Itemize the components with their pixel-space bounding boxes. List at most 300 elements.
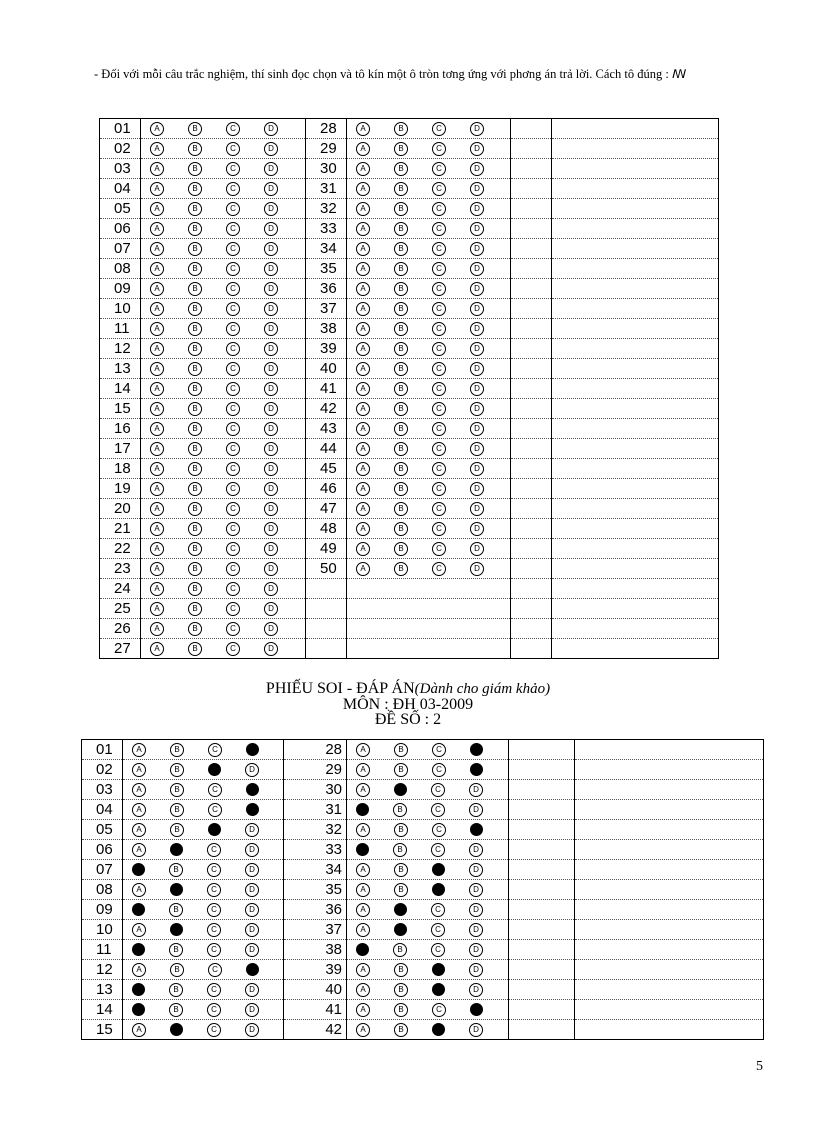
filled-bubble-c [432, 883, 445, 896]
question-number: 33 [284, 840, 347, 860]
empty-cell [509, 760, 575, 780]
bubble-d: D [264, 622, 278, 636]
bubble-d: D [470, 142, 484, 156]
bubble-b: B [394, 1003, 408, 1017]
empty-cell [306, 639, 347, 659]
bubble-c: C [226, 542, 240, 556]
empty-cell [509, 860, 575, 880]
bubble-d: D [245, 763, 259, 777]
bubble-b: B [188, 602, 202, 616]
filled-bubble-d [246, 783, 259, 796]
bubble-b: B [394, 562, 408, 576]
bubble-b: B [169, 1003, 183, 1017]
bubble-b: B [188, 542, 202, 556]
bubble-b: B [394, 1023, 408, 1037]
table-row [100, 259, 719, 279]
bubble-b: B [188, 522, 202, 536]
bubble-d: D [245, 983, 259, 997]
empty-cell [511, 199, 552, 219]
bubble-b: B [394, 823, 408, 837]
question-number: 06 [100, 219, 141, 239]
question-number: 33 [306, 219, 347, 239]
filled-bubble-b [170, 923, 183, 936]
bubble-c: C [432, 462, 446, 476]
empty-cell [511, 519, 552, 539]
bubble-b: B [188, 402, 202, 416]
question-number: 45 [306, 459, 347, 479]
bubble-d: D [264, 182, 278, 196]
bubble-b: B [169, 983, 183, 997]
bubble-d: D [470, 182, 484, 196]
filled-bubble-a [356, 803, 369, 816]
question-number: 26 [100, 619, 141, 639]
question-number: 18 [100, 459, 141, 479]
table-row [82, 900, 764, 920]
filled-bubble-a [356, 943, 369, 956]
bubble-d: D [470, 442, 484, 456]
empty-cell [552, 439, 719, 459]
question-number: 08 [100, 259, 141, 279]
question-number: 47 [306, 499, 347, 519]
bubble-a: A [150, 222, 164, 236]
empty-cell [552, 479, 719, 499]
question-number: 37 [306, 299, 347, 319]
question-number: 36 [284, 900, 347, 920]
empty-cell [511, 599, 552, 619]
bubble-b: B [394, 302, 408, 316]
bubble-a: A [150, 182, 164, 196]
bubble-c: C [226, 622, 240, 636]
bubble-d: D [470, 342, 484, 356]
filled-bubble-d [470, 823, 483, 836]
table-row [100, 239, 719, 259]
question-number: 05 [82, 820, 123, 840]
bubble-c: C [226, 182, 240, 196]
bubble-c: C [207, 903, 221, 917]
bubble-d: D [264, 602, 278, 616]
bubble-a: A [356, 142, 370, 156]
correct-fill-symbol: ꟿ [671, 67, 687, 81]
bubble-b: B [188, 162, 202, 176]
bubble-d: D [264, 362, 278, 376]
bubble-a: A [150, 342, 164, 356]
question-number: 34 [284, 860, 347, 880]
bubble-c: C [226, 582, 240, 596]
bubble-d: D [264, 422, 278, 436]
question-number: 40 [306, 359, 347, 379]
bubble-c: C [226, 562, 240, 576]
bubble-b: B [394, 382, 408, 396]
question-number: 39 [306, 339, 347, 359]
filled-bubble-c [432, 1023, 445, 1036]
question-number: 37 [284, 920, 347, 940]
bubble-a: A [150, 202, 164, 216]
bubble-a: A [356, 522, 370, 536]
bubble-a: A [150, 262, 164, 276]
bubble-c: C [226, 402, 240, 416]
bubble-d: D [264, 562, 278, 576]
bubble-a: A [150, 582, 164, 596]
empty-cell [575, 760, 764, 780]
bubble-c: C [432, 242, 446, 256]
question-number: 38 [284, 940, 347, 960]
empty-cell [552, 539, 719, 559]
empty-cell [511, 339, 552, 359]
empty-cell [511, 359, 552, 379]
bubble-d: D [264, 162, 278, 176]
question-number: 28 [306, 119, 347, 139]
answer-key-sheet [81, 739, 764, 1040]
bubble-c: C [208, 783, 222, 797]
question-number: 11 [100, 319, 141, 339]
bubble-d: D [470, 162, 484, 176]
empty-cell [347, 639, 511, 659]
bubble-d: D [470, 562, 484, 576]
question-number: 30 [306, 159, 347, 179]
bubble-a: A [150, 642, 164, 656]
bubble-c: C [207, 1023, 221, 1037]
bubble-c: C [432, 542, 446, 556]
bubble-d: D [470, 242, 484, 256]
table-row [100, 439, 719, 459]
bubble-c: C [432, 202, 446, 216]
question-number: 23 [100, 559, 141, 579]
table-row [82, 860, 764, 880]
empty-cell [511, 479, 552, 499]
bubble-d: D [469, 983, 483, 997]
bubble-b: B [169, 903, 183, 917]
bubble-b: B [188, 362, 202, 376]
question-number: 04 [100, 179, 141, 199]
bubble-c: C [207, 883, 221, 897]
bubble-d: D [470, 502, 484, 516]
bubble-d: D [264, 542, 278, 556]
question-number: 43 [306, 419, 347, 439]
bubble-b: B [394, 162, 408, 176]
table-row [100, 539, 719, 559]
bubble-b: B [393, 943, 407, 957]
bubble-b: B [394, 322, 408, 336]
bubble-b: B [394, 442, 408, 456]
bubble-c: C [226, 382, 240, 396]
bubble-d: D [264, 122, 278, 136]
question-number: 01 [82, 740, 123, 760]
question-number: 50 [306, 559, 347, 579]
bubble-b: B [188, 562, 202, 576]
bubble-d: D [469, 883, 483, 897]
bubble-b: B [170, 743, 184, 757]
bubble-a: A [356, 923, 370, 937]
question-number: 42 [306, 399, 347, 419]
bubble-d: D [264, 242, 278, 256]
bubble-b: B [394, 522, 408, 536]
bubble-d: D [470, 382, 484, 396]
table-row [100, 599, 719, 619]
bubble-b: B [394, 222, 408, 236]
bubble-d: D [469, 923, 483, 937]
bubble-b: B [170, 783, 184, 797]
empty-cell [552, 339, 719, 359]
bubble-a: A [132, 963, 146, 977]
bubble-c: C [432, 442, 446, 456]
question-number: 38 [306, 319, 347, 339]
empty-cell [509, 920, 575, 940]
bubble-c: C [226, 362, 240, 376]
empty-cell [511, 639, 552, 659]
bubble-d: D [470, 302, 484, 316]
blank-answer-sheet [99, 118, 719, 659]
bubble-c: C [432, 142, 446, 156]
bubble-d: D [469, 963, 483, 977]
bubble-d: D [469, 903, 483, 917]
filled-bubble-d [246, 803, 259, 816]
bubble-d: D [264, 402, 278, 416]
empty-cell [306, 579, 347, 599]
table-row [82, 880, 764, 900]
question-number: 30 [284, 780, 347, 800]
bubble-b: B [394, 262, 408, 276]
bubble-c: C [207, 1003, 221, 1017]
bubble-d: D [264, 302, 278, 316]
bubble-b: B [394, 422, 408, 436]
question-number: 32 [284, 820, 347, 840]
answer-key-title: PHIẾU SOI - ĐÁP ÁN(Dành cho giám khảo) [265, 680, 551, 697]
bubble-d: D [264, 462, 278, 476]
question-number: 49 [306, 539, 347, 559]
bubble-a: A [132, 743, 146, 757]
table-row [100, 579, 719, 599]
bubble-d: D [470, 202, 484, 216]
filled-bubble-b [394, 903, 407, 916]
empty-cell [575, 1000, 764, 1020]
bubble-d: D [264, 502, 278, 516]
bubble-d: D [469, 943, 483, 957]
table-row [100, 139, 719, 159]
question-number: 25 [100, 599, 141, 619]
bubble-b: B [188, 182, 202, 196]
bubble-b: B [188, 282, 202, 296]
bubble-d: D [469, 843, 483, 857]
question-number: 08 [82, 880, 123, 900]
empty-cell [511, 119, 552, 139]
table-row [100, 479, 719, 499]
bubble-a: A [356, 122, 370, 136]
bubble-d: D [264, 282, 278, 296]
empty-cell [509, 900, 575, 920]
bubble-c: C [432, 382, 446, 396]
empty-cell [511, 299, 552, 319]
empty-cell [575, 980, 764, 1000]
bubble-c: C [432, 743, 446, 757]
bubble-c: C [432, 362, 446, 376]
bubble-d: D [264, 642, 278, 656]
question-number: 02 [82, 760, 123, 780]
empty-cell [347, 599, 511, 619]
empty-cell [552, 419, 719, 439]
bubble-a: A [356, 462, 370, 476]
bubble-c: C [432, 823, 446, 837]
empty-cell [575, 920, 764, 940]
bubble-d: D [469, 1023, 483, 1037]
bubble-c: C [226, 142, 240, 156]
filled-bubble-c [432, 963, 445, 976]
empty-cell [575, 940, 764, 960]
question-number: 21 [100, 519, 141, 539]
question-number: 19 [100, 479, 141, 499]
bubble-b: B [394, 402, 408, 416]
bubble-a: A [356, 242, 370, 256]
bubble-b: B [169, 863, 183, 877]
empty-cell [511, 139, 552, 159]
empty-cell [306, 619, 347, 639]
bubble-a: A [356, 302, 370, 316]
empty-cell [575, 740, 764, 760]
bubble-a: A [356, 562, 370, 576]
bubble-a: A [132, 1023, 146, 1037]
bubble-b: B [188, 242, 202, 256]
bubble-a: A [356, 162, 370, 176]
empty-cell [552, 119, 719, 139]
table-row [100, 319, 719, 339]
bubble-a: A [356, 202, 370, 216]
empty-cell [511, 439, 552, 459]
empty-cell [509, 980, 575, 1000]
bubble-a: A [132, 763, 146, 777]
question-number: 32 [306, 199, 347, 219]
bubble-b: B [394, 743, 408, 757]
bubble-d: D [245, 943, 259, 957]
bubble-c: C [226, 202, 240, 216]
question-number: 39 [284, 960, 347, 980]
bubble-a: A [356, 542, 370, 556]
bubble-a: A [150, 442, 164, 456]
bubble-c: C [432, 162, 446, 176]
filled-bubble-c [208, 823, 221, 836]
bubble-c: C [208, 743, 222, 757]
bubble-b: B [188, 202, 202, 216]
bubble-a: A [356, 482, 370, 496]
bubble-b: B [188, 422, 202, 436]
bubble-c: C [207, 943, 221, 957]
bubble-d: D [470, 122, 484, 136]
table-row [100, 199, 719, 219]
bubble-a: A [356, 182, 370, 196]
bubble-a: A [356, 743, 370, 757]
table-row [82, 740, 764, 760]
bubble-b: B [188, 342, 202, 356]
bubble-d: D [264, 442, 278, 456]
bubble-d: D [245, 903, 259, 917]
filled-bubble-d [470, 743, 483, 756]
question-number: 03 [100, 159, 141, 179]
bubble-a: A [132, 843, 146, 857]
bubble-a: A [356, 322, 370, 336]
bubble-c: C [432, 302, 446, 316]
empty-cell [511, 179, 552, 199]
bubble-a: A [150, 462, 164, 476]
bubble-a: A [356, 222, 370, 236]
bubble-a: A [150, 522, 164, 536]
bubble-c: C [226, 282, 240, 296]
question-number: 10 [100, 299, 141, 319]
answer-key-exam-code: ĐỀ SỐ : 2 [374, 711, 442, 728]
question-number: 42 [284, 1020, 347, 1040]
empty-cell [575, 800, 764, 820]
bubble-c: C [207, 843, 221, 857]
empty-cell [552, 299, 719, 319]
bubble-d: D [245, 843, 259, 857]
question-number: 15 [100, 399, 141, 419]
question-number: 34 [306, 239, 347, 259]
bubble-d: D [469, 783, 483, 797]
bubble-b: B [188, 382, 202, 396]
filled-bubble-b [170, 883, 183, 896]
bubble-b: B [394, 983, 408, 997]
bubble-c: C [432, 282, 446, 296]
empty-cell [552, 159, 719, 179]
bubble-c: C [431, 903, 445, 917]
bubble-d: D [245, 923, 259, 937]
filled-bubble-d [246, 743, 259, 756]
table-row [100, 639, 719, 659]
bubble-a: A [150, 482, 164, 496]
empty-cell [511, 619, 552, 639]
filled-bubble-a [356, 843, 369, 856]
bubble-c: C [432, 482, 446, 496]
bubble-a: A [150, 382, 164, 396]
question-number: 35 [284, 880, 347, 900]
empty-cell [552, 639, 719, 659]
empty-cell [509, 880, 575, 900]
empty-cell [511, 419, 552, 439]
question-number: 03 [82, 780, 123, 800]
empty-cell [509, 800, 575, 820]
bubble-c: C [226, 462, 240, 476]
empty-cell [509, 840, 575, 860]
instructions-text: - Đối với mỗi câu trắc nghiệm, thí sinh đọc chọn và tô kín một ô tròn tơng ứng với phơng án trả lời. Cách tô đúng : [94, 67, 669, 81]
bubble-a: A [356, 983, 370, 997]
bubble-d: D [470, 262, 484, 276]
bubble-c: C [432, 222, 446, 236]
bubble-c: C [226, 162, 240, 176]
empty-cell [511, 239, 552, 259]
question-number: 40 [284, 980, 347, 1000]
bubble-c: C [432, 182, 446, 196]
bubble-a: A [150, 502, 164, 516]
empty-cell [552, 179, 719, 199]
bubble-a: A [150, 142, 164, 156]
filled-bubble-d [246, 963, 259, 976]
bubble-a: A [356, 823, 370, 837]
bubble-d: D [264, 202, 278, 216]
bubble-b: B [188, 302, 202, 316]
bubble-c: C [226, 522, 240, 536]
filled-bubble-d [470, 1003, 483, 1016]
answer-key-note: (Dành cho giám khảo) [414, 681, 551, 697]
bubble-c: C [208, 963, 222, 977]
empty-cell [511, 259, 552, 279]
bubble-d: D [245, 1023, 259, 1037]
bubble-b: B [170, 763, 184, 777]
question-number: 36 [306, 279, 347, 299]
table-row [82, 800, 764, 820]
question-number: 12 [82, 960, 123, 980]
filled-bubble-a [132, 863, 145, 876]
bubble-b: B [394, 502, 408, 516]
bubble-c: C [432, 322, 446, 336]
empty-cell [509, 940, 575, 960]
bubble-c: C [431, 923, 445, 937]
